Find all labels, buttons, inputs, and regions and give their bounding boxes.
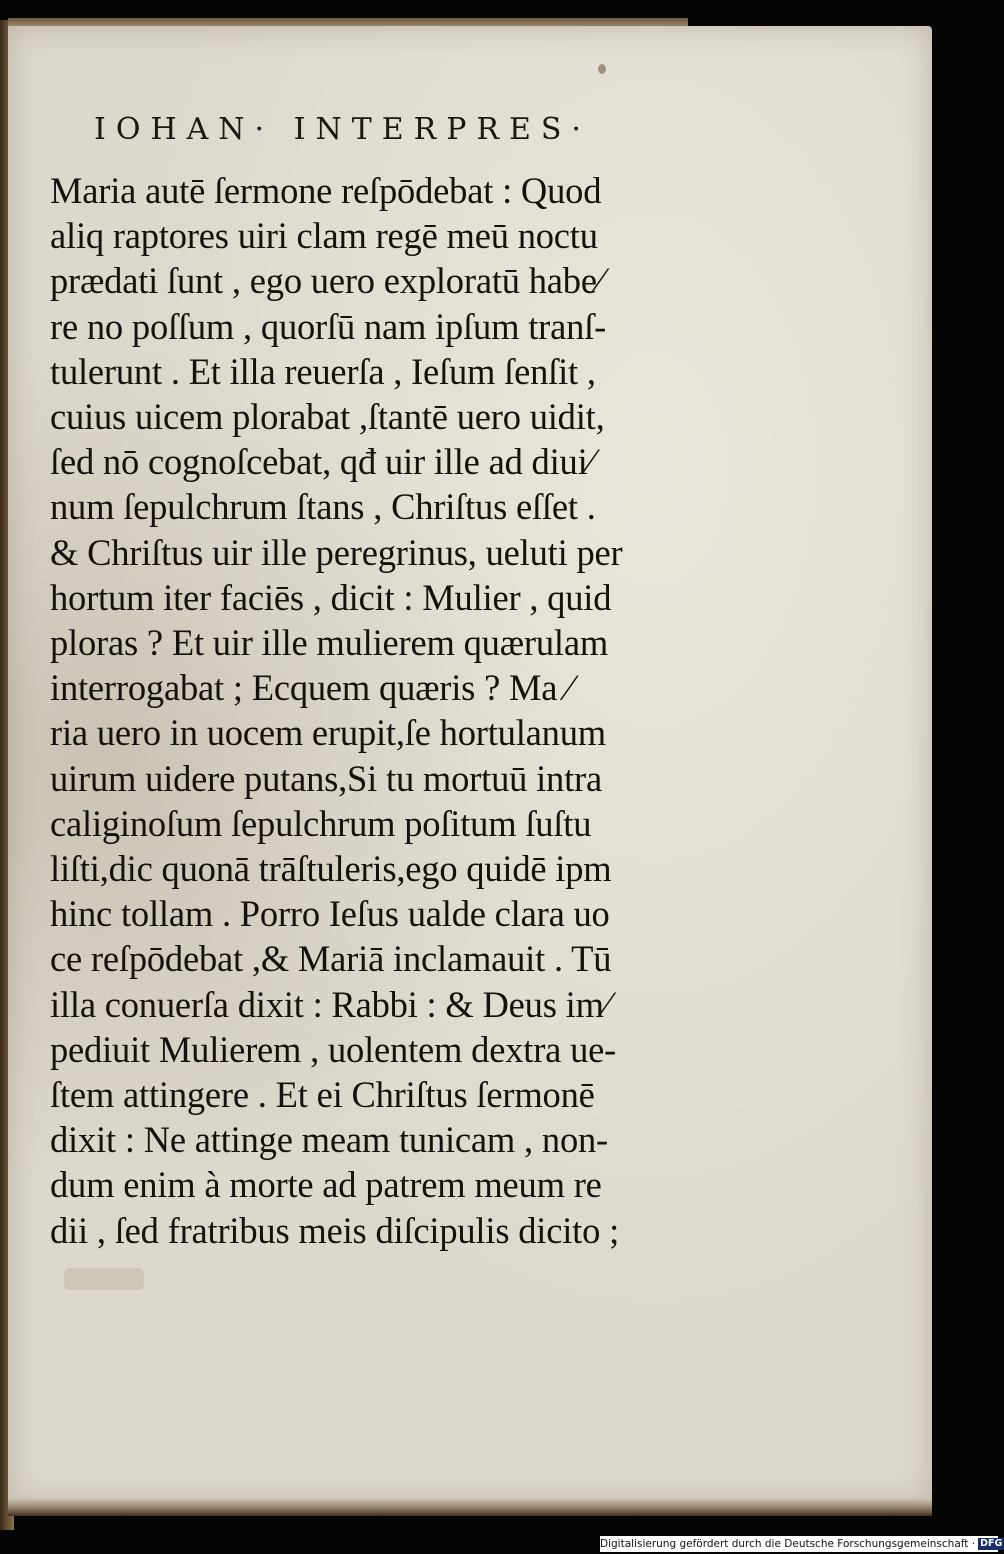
text-line: aliq raptores uiri clam regē meū noctu: [50, 215, 598, 257]
text-line: interrogabat ; Ecquem quæris ? Ma ⁄: [50, 667, 573, 709]
text-line: dum enim à morte ad patrem meum re: [50, 1164, 602, 1206]
text-line: hortum iter faciēs , dicit : Mulier , quid: [50, 576, 612, 618]
page-bottom-edge: [8, 1498, 932, 1516]
ink-offset-smudge: [64, 1268, 144, 1290]
body-text: [50, 168, 670, 1253]
text-line: dii , ſed fratribus meis diſcipulis dicito ;: [50, 1209, 620, 1251]
text-line: ſed nō cognoſcebat, qđ uir ille ad diui⁄: [50, 441, 594, 483]
text-line: tulerunt . Et illa reuerſa , Ieſum ſenſit ,: [50, 350, 596, 392]
text-line: hinc tollam . Porro Ieſus ualde clara uo: [50, 893, 610, 935]
paper-stain: [598, 64, 606, 74]
credit-text: Digitalisierung gefördert durch die Deutsche Forschungsgemeinschaft ·: [600, 1538, 976, 1550]
text-line: uirum uidere putans,Si tu mortuū intra: [50, 757, 602, 799]
dfg-logo: DFG: [980, 1538, 1003, 1549]
text-line: cuius uicem plorabat ,ſtantē uero uidit,: [50, 396, 605, 438]
text-line: liſti,dic quonā trāſtuleris,ego quidē ipm: [50, 848, 612, 890]
text-line: ploras ? Et uir ille mulierem quærulam: [50, 622, 609, 664]
text-line: & Chriſtus uir ille peregrinus, ueluti per: [50, 531, 623, 573]
running-head: IOHAN· INTERPRES·: [94, 112, 591, 147]
digitization-credit: [600, 1536, 1003, 1552]
text-line: Maria autē ſermone reſpōdebat : Quod: [50, 170, 602, 211]
text-line: ce reſpōdebat ,& Mariā inclamauit . Tū: [50, 938, 612, 980]
text-line: num ſepulchrum ſtans , Chriſtus eſſet .: [50, 486, 596, 528]
text-line: ſtem attingere . Et ei Chriſtus ſermonē: [50, 1074, 595, 1116]
text-line: pediuit Mulierem , uolentem dextra ue-: [50, 1028, 617, 1070]
text-line: re no poſſum , quorſū nam ipſum tranſ-: [50, 305, 607, 347]
text-line: dixit : Ne attinge meam tunicam , non-: [50, 1119, 609, 1161]
text-line: ria uero in uocem erupit,ſe hortulanum: [50, 712, 606, 754]
text-line: prædati ſunt , ego uero exploratū habe⁄: [50, 260, 603, 302]
text-line: illa conuerſa dixit : Rabbi : & Deus im⁄: [50, 983, 610, 1025]
text-line: caliginoſum ſepulchrum poſitum ſuſtu: [50, 802, 592, 844]
